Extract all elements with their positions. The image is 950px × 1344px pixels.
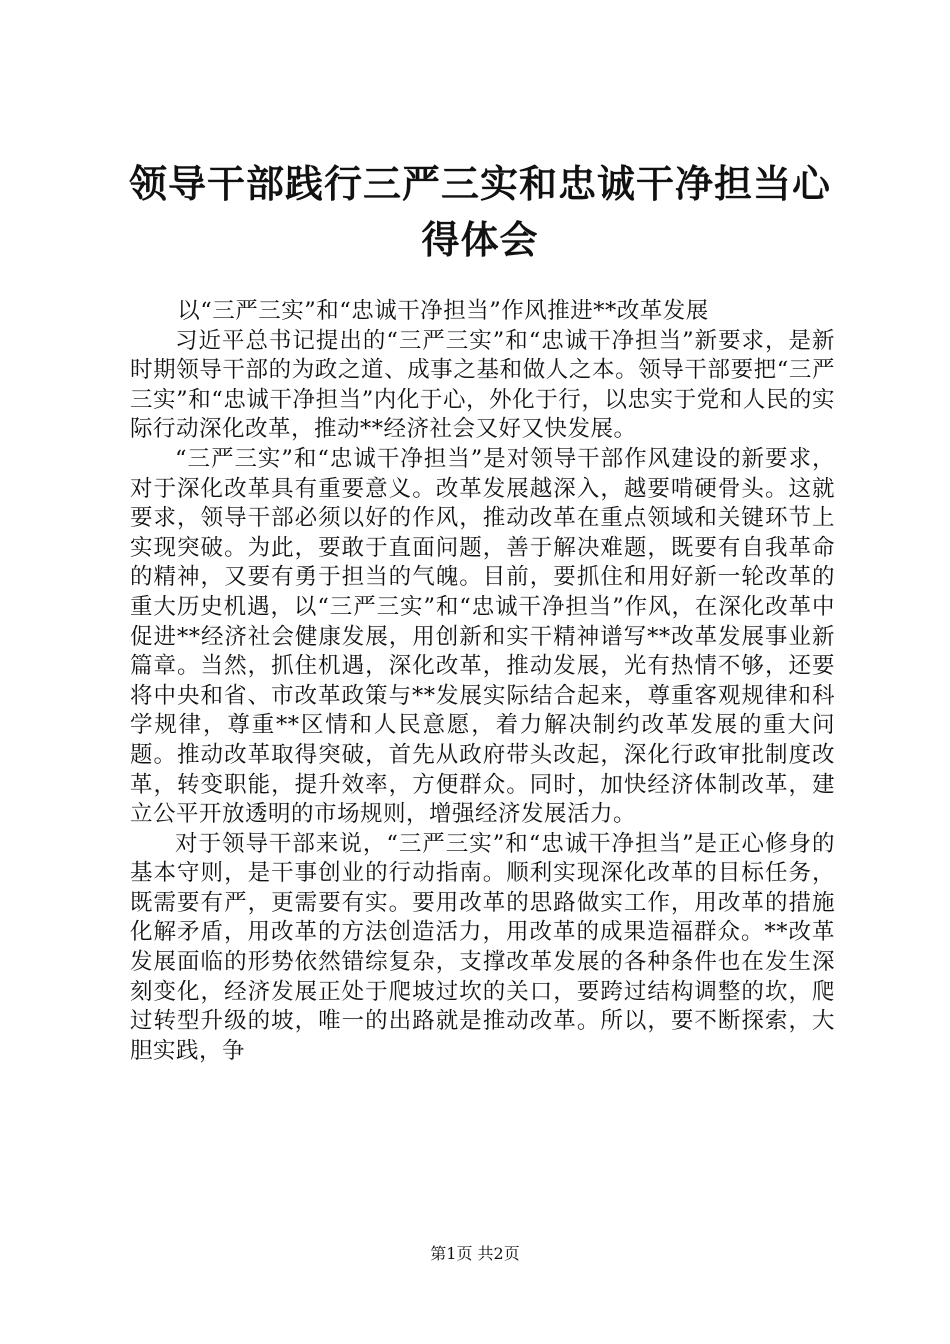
page-number-footer: 第1页 共2页 xyxy=(430,1244,520,1263)
paragraph-3: 对于领导干部来说，“三严三实”和“忠诚干净担当”是正心修身的基本守则，是干事创业的行动指南。顺利实现深化改革的目标任务，既需要有严，更需要有实。要用改革的思路做实工作，用改革的措施化解矛盾，用改革的方法创造活力，用改革的成果造福群众。**改革发展面临的形势依然错综复杂，支撑改革发展的各种条件也在发生深刻变化，经济发展正处于爬坡过坎的关口，要跨过结构调整的坎，爬过转型升级的坡，唯一的出路就是推动改革。所以，要不断探索，大胆实践，争 xyxy=(130,830,835,1064)
document-body xyxy=(130,297,835,1066)
document-title: 领导干部践行三严三实和忠诚干净担当心得体会 xyxy=(128,162,831,262)
document-subtitle: 以“三严三实”和“忠诚干净担当”作风推进**改革发展 xyxy=(177,298,709,324)
paragraph-2: “三严三实”和“忠诚干净担当”是对领导干部作风建设的新要求，对于深化改革具有重要意义。改革发展越深入，越要啃硬骨头。这就要求，领导干部必须以好的作风，推动改革在重点领域和关键环节上实现突破。为此，要敢于直面问题，善于解决难题，既要有自我革命的精神，又要有勇于担当的气魄。目前，要抓住和用好新一轮改革的重大历史机遇，以“三严三实”和“忠诚干净担当”作风，在深化改革中促进**经济社会健康发展，用创新和实干精神谱写**改革发展事业新篇章。当然，抓住机遇，深化改革，推动发展，光有热情不够，还要将中央和省、市改革政策与**发展实际结合起来，尊重客观规律和科学规律，尊重**区情和人民意愿，着力解决制约改革发展的重大问题。推动改革取得突破，首先从政府带头改起，深化行政审批制度改革，转变职能，提升效率，方便群众。同时，加快经济体制改革，建立公平开放透明的市场规则，增强经济发展活力。 xyxy=(130,445,835,828)
paragraph-1: 习近平总书记提出的“三严三实”和“忠诚干净担当”新要求，是新时期领导干部的为政之道、成事之基和做人之本。领导干部要把“三严三实”和“忠诚干净担当”内化于心，外化于行，以忠实于党和人民的实际行动深化改革，推动**经济社会又好又快发展。 xyxy=(130,327,835,443)
